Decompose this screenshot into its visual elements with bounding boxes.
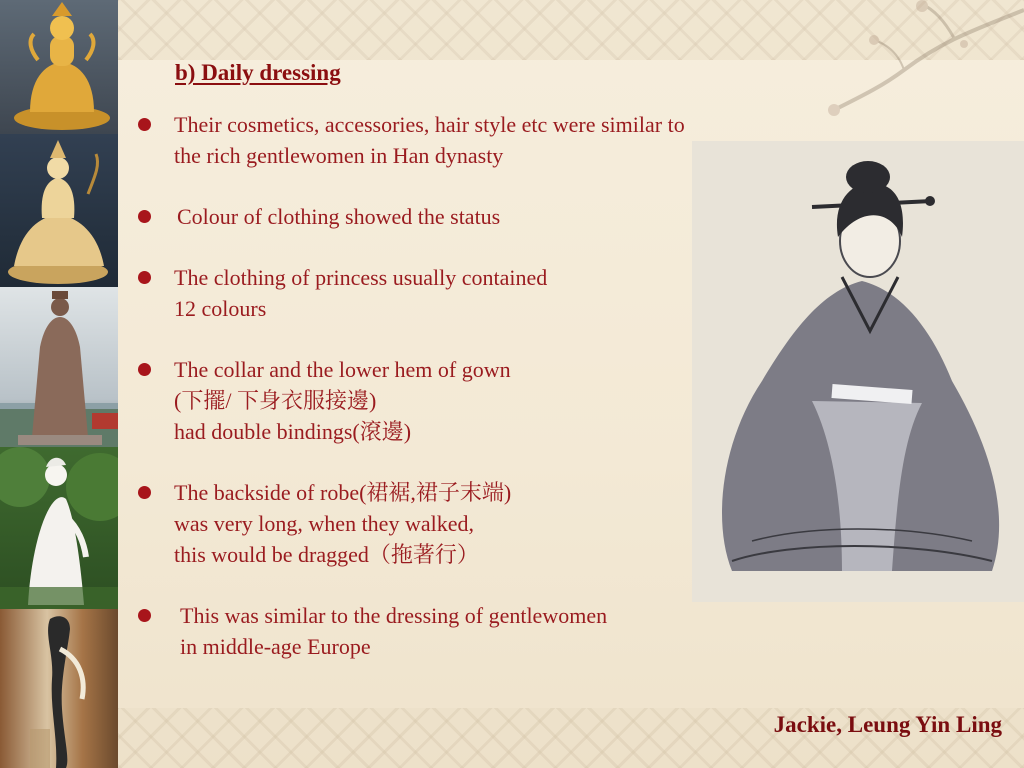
bullet-line: Their cosmetics, accessories, hair style etc were similar to <box>174 112 685 137</box>
bullet-line: (下擺/ 下身衣服接邊) <box>174 388 377 413</box>
bullet-line: This was similar to the dressing of gentlewomen <box>180 603 608 628</box>
bullet-line: the rich gentlewomen in Han dynasty <box>174 143 504 168</box>
bullet-line: The collar and the lower hem of gown <box>174 357 511 382</box>
bullet-icon <box>138 271 151 284</box>
bullet-line: 12 colours <box>174 296 267 321</box>
bullet-line: in middle-age Europe <box>180 634 371 659</box>
slide-title: b) Daily dressing <box>175 60 341 85</box>
bullet-icon <box>138 609 151 622</box>
ink-painting-lady-image <box>0 609 118 768</box>
han-gentlewoman-drawing <box>692 141 1024 602</box>
bullet-line: The clothing of princess usually contained <box>174 265 548 290</box>
plum-branch-decoration <box>804 0 1024 140</box>
bullet-icon <box>138 210 151 223</box>
bullet-line: this would be dragged（拖著行） <box>174 542 479 567</box>
bullet-line: The backside of robe(裙裾,裙子末端) <box>174 480 512 505</box>
bullet-icon <box>138 118 151 131</box>
amber-guanyin-statue-image <box>0 134 118 287</box>
bullet-line: Colour of clothing showed the status <box>177 204 501 229</box>
author-credit: Jackie, Leung Yin Ling <box>773 712 1002 737</box>
thumbnail-strip <box>0 0 118 768</box>
bullet-line: had double bindings(滾邊) <box>174 419 412 444</box>
mazu-stone-statue-image <box>0 287 118 447</box>
bullet-icon <box>138 486 151 499</box>
bullet-icon <box>138 363 151 376</box>
golden-bodhisattva-statue-image <box>0 0 118 134</box>
white-marble-lady-statue-image <box>0 447 118 609</box>
bullet-line: was very long, when they walked, <box>174 511 474 536</box>
